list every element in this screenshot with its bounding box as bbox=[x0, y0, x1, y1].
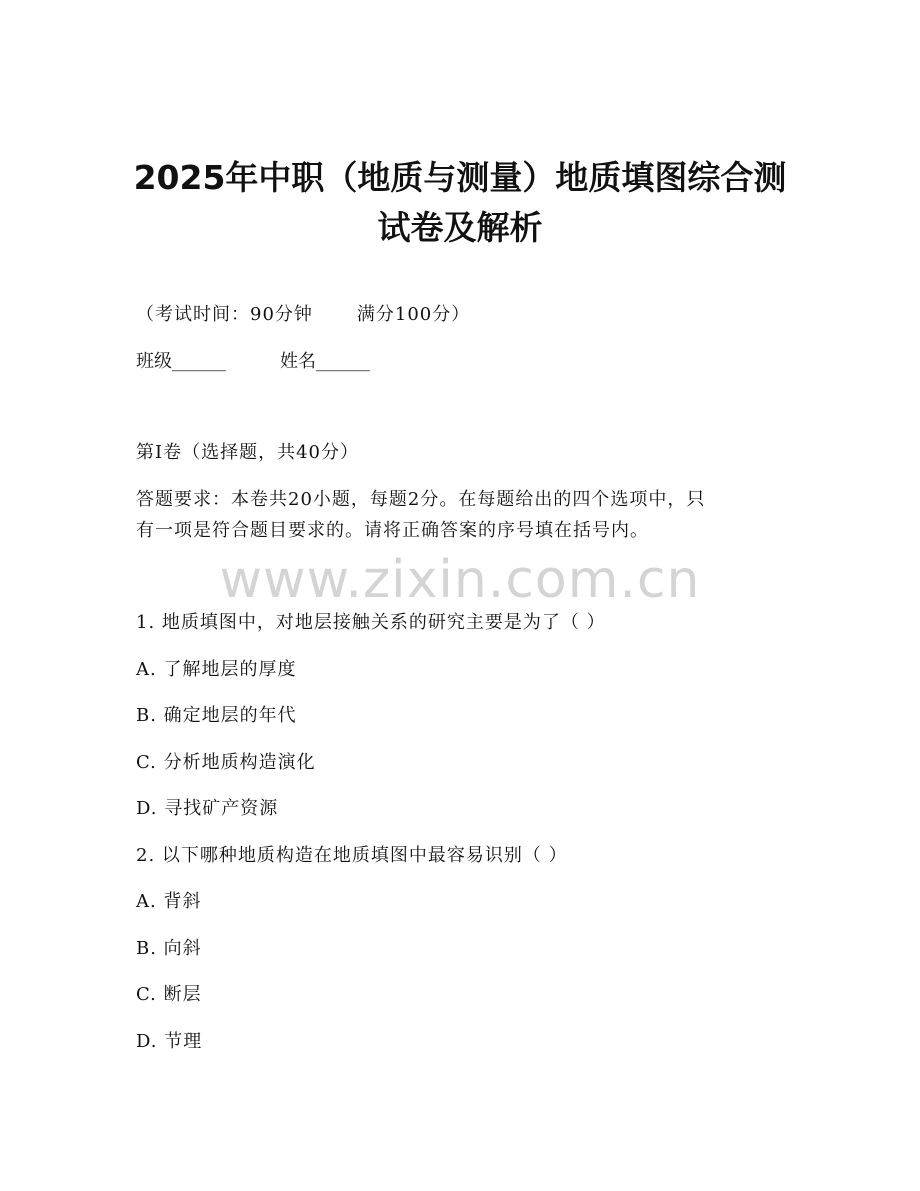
document-title-line-2: 试卷及解析 bbox=[377, 208, 543, 247]
name-field: 姓名______ bbox=[280, 351, 370, 372]
question-2-stem: 2. 以下哪种地质构造在地质填图中最容易识别（ ） bbox=[136, 845, 568, 866]
question-2-option-c: C. 断层 bbox=[136, 984, 202, 1005]
question-1-option-b: B. 确定地层的年代 bbox=[136, 705, 297, 726]
question-1-option-c: C. 分析地质构造演化 bbox=[136, 752, 316, 773]
document-title-line-1: 2025年中职（地质与测量）地质填图综合测 bbox=[133, 158, 787, 197]
section-instructions-line-2: 有一项是符合题目要求的。请将正确答案的序号填在括号内。 bbox=[136, 520, 649, 541]
question-1-option-d: D. 寻找矿产资源 bbox=[136, 798, 279, 819]
question-2-option-d: D. 节理 bbox=[136, 1031, 203, 1052]
class-field: 班级______ bbox=[136, 351, 226, 372]
exam-info bbox=[136, 303, 470, 327]
section-instructions-line-1: 答题要求：本卷共20小题，每题2分。在每题给出的四个选项中，只 bbox=[136, 489, 706, 510]
question-1-option-a: A. 了解地层的厚度 bbox=[136, 659, 297, 680]
question-1-stem: 1. 地质填图中，对地层接触关系的研究主要是为了（ ） bbox=[136, 612, 606, 633]
question-2-option-a: A. 背斜 bbox=[136, 891, 202, 912]
question-2-option-b: B. 向斜 bbox=[136, 938, 202, 959]
section-heading: 第I卷（选择题，共40分） bbox=[136, 442, 360, 463]
watermark: www.zixin.com.cn bbox=[219, 550, 701, 610]
exam-time: （考试时间：90分钟 bbox=[136, 304, 313, 325]
student-info bbox=[136, 350, 370, 374]
exam-score: 满分100分） bbox=[356, 304, 471, 325]
